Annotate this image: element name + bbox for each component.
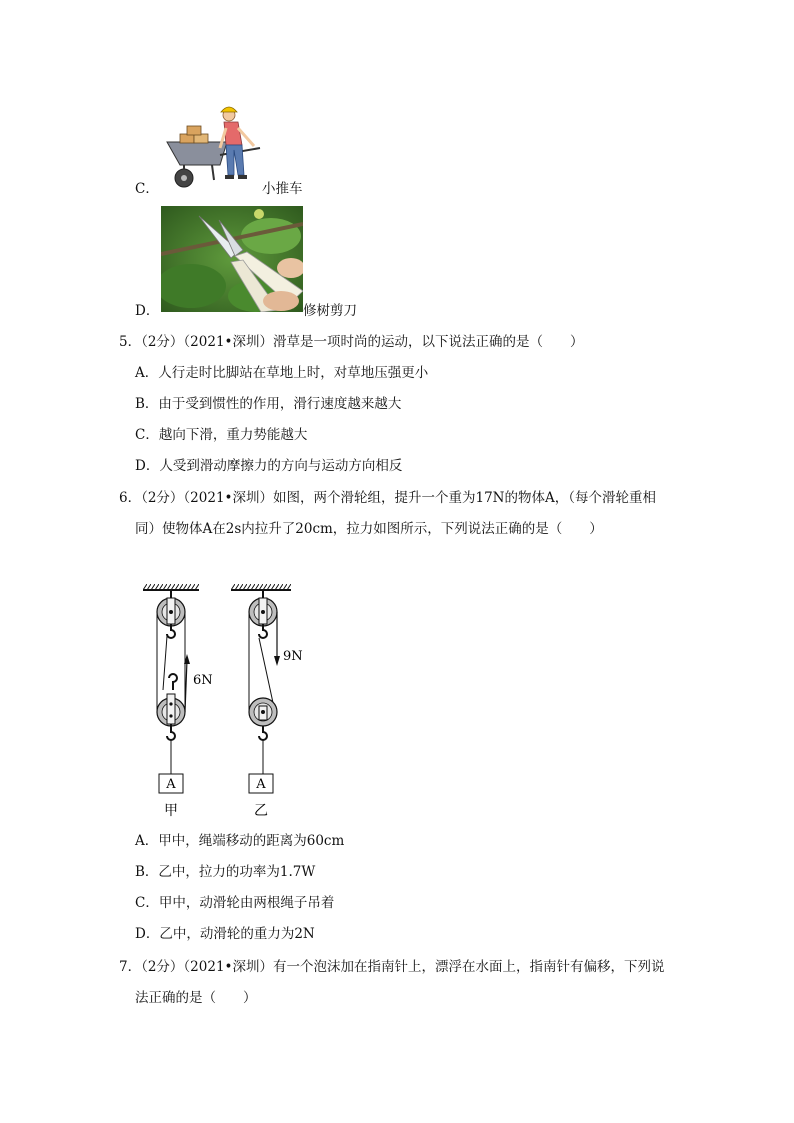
question-6-option-b: B．乙中，拉力的功率为1.7W [135,864,316,880]
question-6-option-c: C．甲中，动滑轮由两根绳子吊着 [135,895,335,911]
question-5-option-a: A．人行走时比脚站在草地上时，对草地压强更小 [135,365,429,381]
question-5-option-d: D．人受到滑动摩擦力的方向与运动方向相反 [135,458,403,474]
question-5-stem: 5．（2分）（2021•深圳）滑草是一项时尚的运动，以下说法正确的是（ ） [119,334,584,350]
left-force-label: 6N [193,673,213,688]
question-6-option-d: D．乙中，动滑轮的重力为2N [135,926,315,942]
pruning-shears-photo [161,206,303,312]
question-7-stem-line-2: 法正确的是（ ） [135,990,257,1006]
right-caption: 乙 [254,803,268,819]
pulley-system-left [143,584,199,793]
right-block-label: A [256,777,266,792]
wheelbarrow-illustration [162,100,262,190]
left-caption: 甲 [164,803,178,819]
option-c-letter: C． [135,181,159,197]
option-d-letter: D． [135,303,160,319]
question-5-option-b: B．由于受到惯性的作用，滑行速度越来越大 [135,396,402,412]
left-block-label: A [166,777,176,792]
pulley-diagram [135,578,315,823]
right-force-label: 9N [283,649,303,664]
question-6-option-a: A．甲中，绳端移动的距离为60cm [135,833,345,849]
question-6-stem-line-2: 同）使物体A在2s内拉升了20cm，拉力如图所示，下列说法正确的是（ ） [135,521,603,537]
option-c-caption: 小推车 [262,181,303,197]
question-5-option-c: C．越向下滑，重力势能越大 [135,427,308,443]
question-7-stem-line-1: 7．（2分）（2021•深圳）有一个泡沫加在指南针上，漂浮在水面上，指南针有偏移，下列说 [119,959,665,975]
option-d-caption: 修树剪刀 [303,303,357,319]
question-6-stem-line-1: 6．（2分）（2021•深圳）如图，两个滑轮组，提升一个重为17N的物体A，（每个滑轮重相 [119,490,656,506]
pulley-system-right [231,584,291,793]
